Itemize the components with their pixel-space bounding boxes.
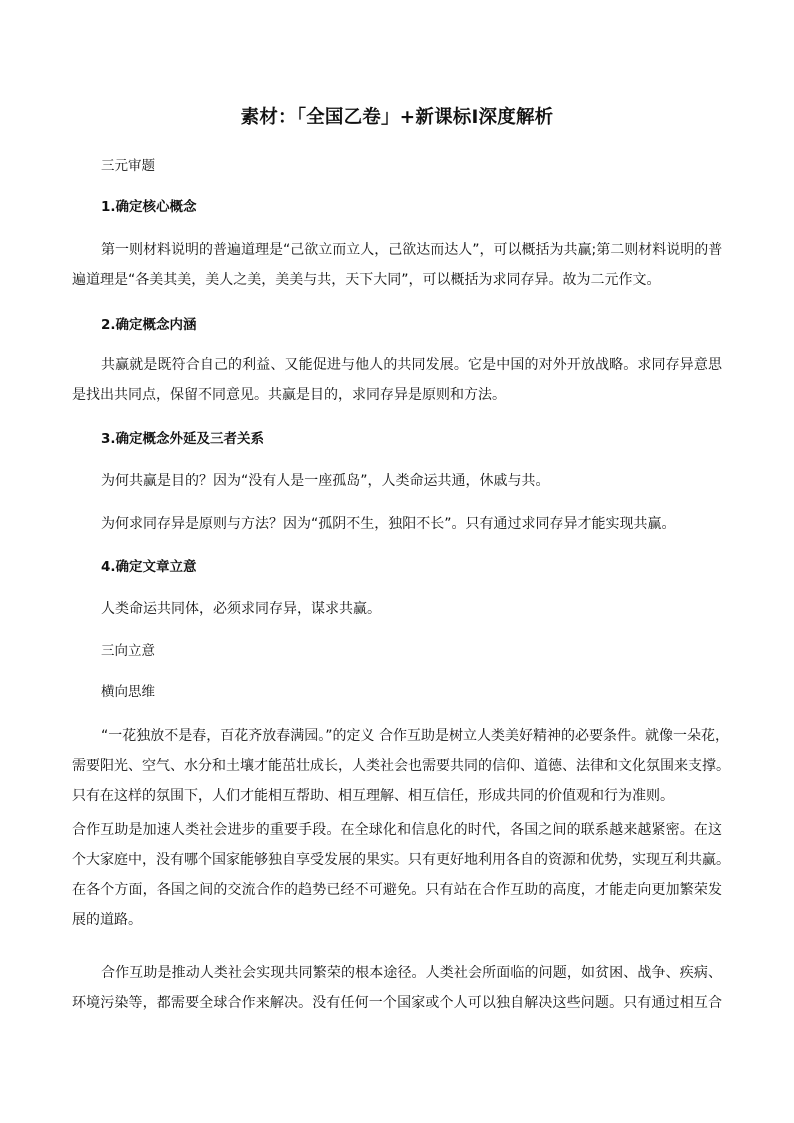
paragraph-horizontal-1 (72, 721, 730, 811)
paragraph-article-theme: 人类命运共同体，必须求同存异，谋求共赢。 (101, 601, 381, 617)
paragraph-line: “一花独放不是春，百花齐放春满园。”的定义 合作互助是树立人类美好精神的必要条件。就像一朵花， (101, 728, 729, 744)
paragraph-line: 是找出共同点，保留不同意见。共赢是目的，求同存异是原则和方法。 (72, 387, 506, 403)
paragraph-line: 环境污染等，都需要全球合作来解决。没有任何一个国家或个人可以独自解决这些问题。只有通过相互合 (72, 995, 722, 1011)
paragraph-concept-meaning (72, 350, 722, 410)
subheading-core-concept: 1.确定核心概念 (101, 199, 197, 215)
paragraph-why-common-ground: 为何求同存异是原则与方法？因为“孤阴不生，独阳不长”。只有通过求同存异才能实现共赢。 (101, 516, 676, 532)
subheading-concept-relations: 3.确定概念外延及三者关系 (101, 431, 265, 447)
paragraph-horizontal-2 (72, 815, 730, 935)
paragraph-line: 第一则材料说明的普遍道理是“己欲立而立人，己欲达而达人”，可以概括为共赢;第二则材料说明的普 (101, 242, 723, 258)
paragraph-core-concept (72, 235, 722, 295)
section-heading-three-directions: 三向立意 (101, 643, 155, 659)
section-heading-analysis: 三元审题 (101, 158, 155, 174)
paragraph-line: 合作互助是加速人类社会进步的重要手段。在全球化和信息化的时代，各国之间的联系越来越紧密。在这 (72, 822, 722, 838)
paragraph-line: 遍道理是“各美其美，美人之美，美美与共，天下大同”，可以概括为求同存异。故为二元作文。 (72, 272, 661, 288)
page-title: 素材：「全国乙卷」+新课标Ⅰ深度解析 (240, 107, 554, 128)
paragraph-line: 在各个方面，各国之间的交流合作的趋势已经不可避免。只有站在合作互助的高度，才能走向更加繁荣发 (72, 882, 722, 898)
paragraph-line: 共赢就是既符合自己的利益、又能促进与他人的共同发展。它是中国的对外开放战略。求同存异意思 (101, 357, 722, 373)
paragraph-line: 个大家庭中，没有哪个国家能够独自享受发展的果实。只有更好地利用各自的资源和优势，实现互利共赢。 (72, 852, 730, 868)
paragraph-why-win-win: 为何共赢是目的？因为“没有人是一座孤岛”，人类命运共通，休戚与共。 (101, 473, 550, 489)
paragraph-line: 只有在这样的氛围下，人们才能相互帮助、相互理解、相互信任，形成共同的价值观和行为准则。 (72, 788, 674, 804)
paragraph-line: 合作互助是推动人类社会实现共同繁荣的根本途径。人类社会所面临的问题，如贫困、战争、疾病、 (101, 965, 722, 981)
paragraph-horizontal-3 (72, 958, 722, 1018)
paragraph-line: 展的道路。 (72, 912, 142, 928)
subheading-article-theme: 4.确定文章立意 (101, 559, 197, 575)
subheading-concept-meaning: 2.确定概念内涵 (101, 317, 197, 333)
paragraph-line: 需要阳光、空气、水分和土壤才能茁壮成长，人类社会也需要共同的信仰、道德、法律和文化氛围来支撑。 (72, 758, 730, 774)
subheading-horizontal-thinking: 横向思维 (101, 684, 155, 700)
